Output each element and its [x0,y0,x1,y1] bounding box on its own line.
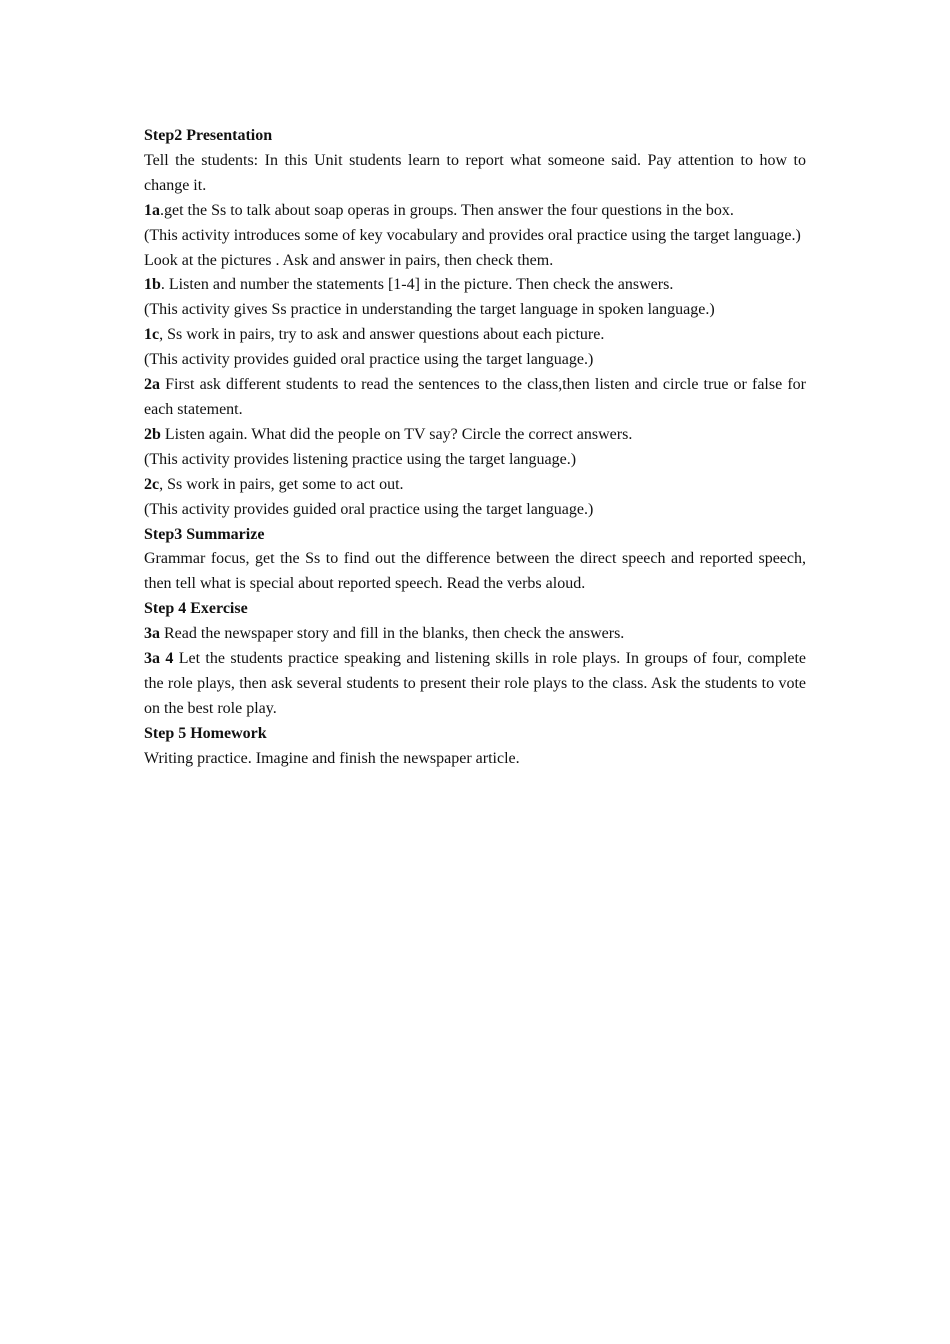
paragraph-text: , Ss work in pairs, try to ask and answer questions about each picture. [159,326,605,344]
paragraph-text: Read the newspaper story and fill in the blanks, then check the answers. [160,625,625,643]
paragraph-text: First ask different students to read the sentences to the class,then listen and circle true or false for each statement. [144,376,806,418]
paragraph [144,498,806,523]
activity-label: 2a [144,376,160,394]
activity-label: 1c [144,326,160,344]
paragraph-text: (This activity provides guided oral practice using the target language.) [144,351,594,369]
paragraph [144,622,806,647]
section-heading: Step 5 Homework [144,724,267,742]
activity-label: 1a [144,201,160,219]
paragraph [144,423,806,448]
paragraph-text: (This activity provides guided oral practice using the target language.) [144,500,594,518]
paragraph-text: , Ss work in pairs, get some to act out. [159,475,404,493]
activity-label: 3a 4 [144,650,174,668]
paragraph [144,348,806,373]
section-heading: Step2 Presentation [144,127,273,144]
paragraph-text: Let the students practice speaking and listening skills in role plays. In groups of four, complete the role plays, then ask several students to present their role plays to the class. Ask the students to vote on the best role play. [144,650,807,717]
paragraph-text: Grammar focus, get the Ss to find out the difference between the direct speech and reported speech, then tell what is special about reported speech. Read the verbs aloud. [144,550,806,593]
activity-label: 2c [144,475,160,493]
activity-label: 2b [144,425,161,443]
paragraph-text: (This activity gives Ss practice in understanding the target language in spoken language.) [144,301,715,319]
paragraph-text: (This activity introduces some of key vocabulary and provides oral practice using the target language.) [144,226,801,244]
paragraph [144,273,806,298]
paragraph-text: .get the Ss to talk about soap operas in groups. Then answer the four questions in the box. [160,201,734,219]
activity-label: 1b [144,276,161,294]
paragraph [144,473,806,498]
section-heading: Step3 Summarize [144,525,265,543]
paragraph [144,373,806,423]
paragraph-text: Listen again. What did the people on TV say? Circle the correct answers. [160,425,633,443]
paragraph [144,298,806,323]
paragraph-text: Look at the pictures . Ask and answer in pairs, then check them. [144,251,554,269]
paragraph [144,199,806,224]
paragraph [144,547,806,597]
paragraph-text: . Listen and number the statements [1-4] in the picture. Then check the answers. [160,276,674,294]
activity-label: 3a [144,625,160,643]
paragraph [144,149,806,199]
document-page [144,124,806,772]
paragraph [144,323,806,348]
paragraph [144,747,806,772]
paragraph [144,448,806,473]
paragraph-text: (This activity provides listening practice using the target language.) [144,450,577,468]
paragraph-text: Tell the students: In this Unit students learn to report what someone said. Pay attention to how to change it. [144,151,806,194]
paragraph [144,224,806,249]
section-heading: Step 4 Exercise [144,600,248,618]
paragraph-text: Writing practice. Imagine and finish the newspaper article. [144,749,520,767]
paragraph [144,249,806,274]
paragraph [144,647,806,722]
